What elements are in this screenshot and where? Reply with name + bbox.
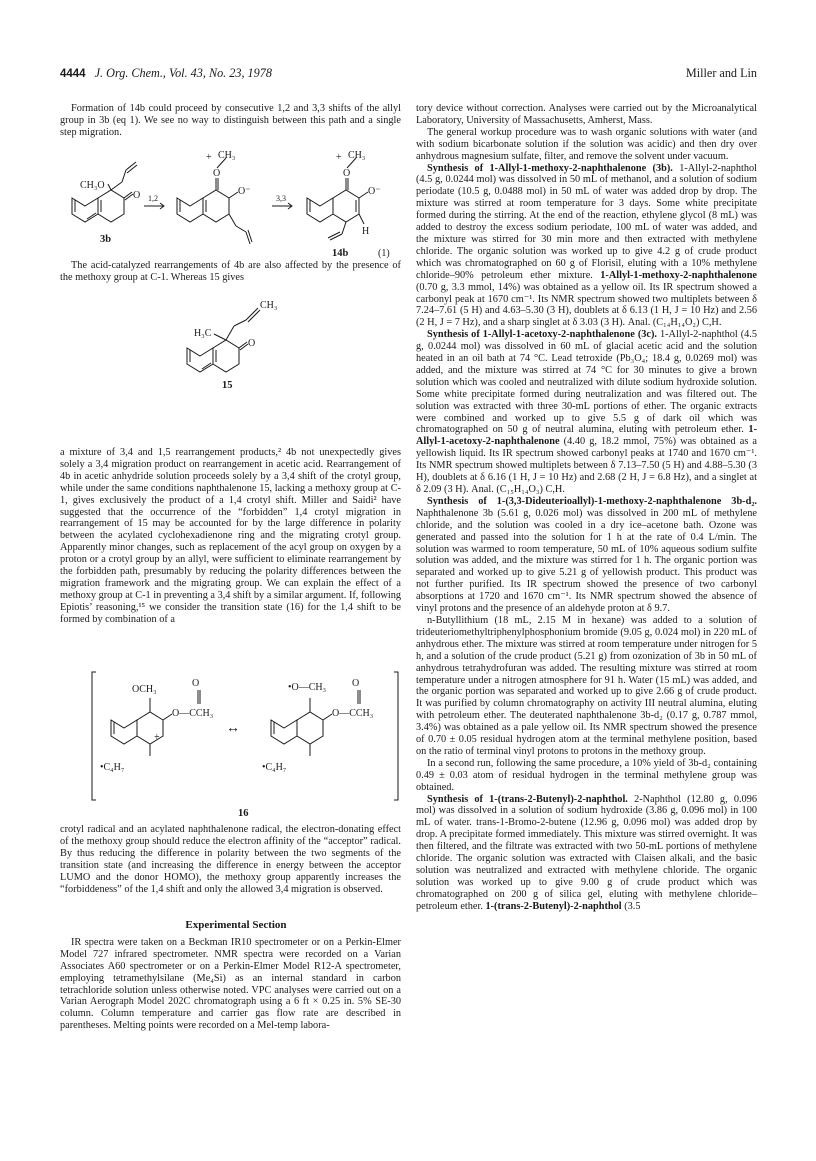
- arrow-1-2-label: 1,2: [148, 194, 158, 203]
- ring-mid-benzo: [177, 198, 203, 222]
- ring-3b-benzo: [72, 198, 98, 222]
- paragraph-formation: Formation of 14b could proceed by consecutive 1,2 and 3,3 shifts of the allyl group in 3b (eq 1). We see no way to distinguish between this path and a single step migration.: [60, 103, 401, 138]
- left-column-acid: [60, 260, 401, 284]
- paragraph-synthesis-3b-d2: Synthesis of 1-(3,3-Dideuterioallyl)-1-methoxy-2-naphthalenone 3b-d₂. Naphthalenone 3b (5.61 g, 0.026 mol) was dissolved in 200 mL of methylene chloride, and the solution was cooled in a dry ice–acetone bath. Ozone was generated and passed into the solution for 1 h at the rate of 0.4 L/min. The solution was warmed to room temperature, 50 mL of 10% aqueous sodium sulfite solution was added, and the mixture was stirred for 1 h. The organic portion was separated and worked up to give 5.21 g of yellowish product. This product was not further purified. Its IR spectrum showed the presence of two carbonyl absorptions at 1720 and 1670 cm⁻¹. Its NMR spectrum showed the absence of vinyl protons and the presence of an aldehyde proton at δ 9.7.: [416, 495, 757, 615]
- label-och3: OCH₃: [132, 684, 157, 695]
- paragraph-synthesis-butenyl: Synthesis of 1-(trans-2-Butenyl)-2-naphthol. 2-Naphthol (12.80 g, 0.096 mol) was dissolved in a solution of sodium hydroxide (3.86 g, 0.096 mol) in 100 mL of water. trans-1-Bromo-2-butene (12.96 g, 0.096 mol) was added drop by drop. A precipitate formed immediately. This mixture was stirred overnight. It was then filtered, and the filtrate was extracted with two 50-mL portions of methylene chloride. The organic solution was extracted with Claisen alkali, and the basic solution was neutralized and extracted with methylene chloride. The organic solution was worked up to give 9.00 g of crude product which was chromatographed on 200 g of silica gel, eluting with methylene chloride–petroleum ether. 1-(trans-2-Butenyl)-2-naphthol (3.5: [416, 793, 757, 912]
- plus-14b: +: [336, 152, 342, 163]
- label-ch3-mid: CH₃: [218, 150, 236, 161]
- heading-synthesis-3b-d2: Synthesis of 1-(3,3-Dideuterioallyl)-1-methoxy-2-naphthalenone 3b-d₂.: [427, 495, 757, 507]
- structure-15: [160, 290, 300, 390]
- label-c4h7-right: •C₄H₇: [262, 762, 287, 773]
- label-3b: 3b: [100, 234, 112, 245]
- label-o-mid: O: [213, 168, 221, 179]
- label-h-14b: H: [362, 226, 370, 237]
- resonance-arrow: ↔: [226, 721, 240, 736]
- paragraph-workup: The general workup procedure was to wash organic solutions with water (and with sodium bicarbonate solution if the solution was acidic) and then dry over anhydrous magnesium sulfate, filter, and remove the solvent under vacuum.: [416, 126, 757, 162]
- label-occh3-right: O—CCH₃: [332, 708, 374, 719]
- right-column: [416, 103, 757, 913]
- label-h3c: H₃C: [194, 328, 212, 339]
- left-column-top: [60, 103, 401, 139]
- label-ch3-14b: CH₃: [348, 150, 366, 161]
- label-c4h7-left: •C₄H₇: [100, 762, 125, 773]
- label-o-ch3-radical: •O—CH₃: [288, 682, 327, 693]
- ring-14b-benzo: [307, 198, 333, 222]
- label-15: 15: [222, 380, 233, 391]
- page-header: [60, 66, 757, 82]
- label-o-3b: O: [133, 190, 141, 201]
- label-ch3o: CH₃O: [80, 180, 105, 191]
- paragraph-synthesis-3c: Synthesis of 1-Allyl-1-acetoxy-2-naphthalenone (3c). 1-Allyl-2-naphthol (4.5 g, 0.0244 mol) was dissolved in 60 mL of glacial acetic acid and the solution heated in an oil bath at 74 °C. Lead tetroxide (Pb₃O₄; 18.4 g, 0.0269 mol) was added, and the mixture was stirred at 74 °C for 30 minutes to give a brown solution which was cooled and neutralized with dilute sodium hydroxide solution. Some white precipitate formed during neutralization and was filtered out. The solution was extracted with three 30-mL portions of ether. The organic extracts were combined and worked up to give 5.5 g of dark oil which was chromatographed on 50 g of neutral alumina, eluting with petroleum ether. 1-Allyl-1-acetoxy-2-naphthalenone (4.40 g, 18.2 mmol, 75%) was obtained as a yellowish liquid. Its IR spectrum showed carbonyl peaks at 1740 and 1670 cm⁻¹. Its NMR spectrum showed multiplets between δ 7.13–7.50 (5 H) and 4.88–5.30 (3 H), doublets at δ 6.16 (1 H, J = 10 Hz) and 2.68 (2 H, J = 6.8 Hz), and a singlet at δ 2.09 (3 H). Anal. (C₁₅H₁₄O₃) C,H.: [416, 329, 757, 495]
- paragraph-second-run: In a second run, following the same procedure, a 10% yield of 3b-d₂ containing 0.49 ± 0.03 atom of residual hydrogen in the terminal methylene group was obtained.: [416, 757, 757, 793]
- ring-16b-benzo: [271, 720, 297, 744]
- eq-number: (1): [378, 248, 390, 259]
- paragraph-crotyl-radical: crotyl radical and an acylated naphthalenone radical, the electron-donating effect of the methoxy group should reduce the electron affinity of the “acceptor” radical. By thus reducing the difference in polarity between the two segments of the transition state (and increasing the difference in energy between the acceptor LUMO and the donor HOMO), the methoxy group apparently increases the “forbiddeness” of the 1,4 shift and only the allowed 3,4 migration is observed.: [60, 824, 401, 895]
- label-occh3-left: O—CCH₃: [172, 708, 214, 719]
- label-16: 16: [238, 808, 249, 819]
- label-ominus-14b: O⁻: [368, 186, 381, 197]
- journal-citation: J. Org. Chem., Vol. 43, No. 23, 1978: [94, 66, 272, 80]
- left-column-crotyl: [60, 824, 401, 895]
- scheme-equation-1: [60, 146, 401, 259]
- label-o-top-right: O: [352, 678, 360, 689]
- left-column-mixture: [60, 447, 401, 626]
- ring-15-benzo: [187, 348, 213, 372]
- ring-16a-benzo: [111, 720, 137, 744]
- heading-synthesis-3c: Synthesis of 1-Allyl-1-acetoxy-2-naphthalenone (3c).: [427, 329, 657, 341]
- heading-synthesis-butenyl: Synthesis of 1-(trans-2-Butenyl)-2-naphthol.: [427, 793, 628, 805]
- paragraph-synthesis-3b: Synthesis of 1-Allyl-1-methoxy-2-naphthalenone (3b). 1-Allyl-2-naphthol (4.5 g, 0.0244 mol) was dissolved in 50 mL of methanol, and a solution of sodium periodate (10.5 g, 0.0488 mol) in 50 mL of water was added drop by drop. The mixture was stirred at room temperature for 3 days. Some white precipitate formed during the stirring. At the end of the reaction, ethylene glycol (8 mL) was added to destroy the excess sodium periodate, 100 mL of water was added, and the mixture was stirred for 30 min more and then extracted with methylene chloride. The organic solution was worked up to give 4.2 g of crude product which was chromatographed on 60 g of Florisil, eluting with a 10% methylene chloride–90% petroleum ether mixture. 1-Allyl-1-methoxy-2-naphthalenone (0.70 g, 3.3 mmol, 14%) was obtained as a yellow oil. Its IR spectrum showed a carbonyl peak at 1670 cm⁻¹. Its NMR spectrum showed two multiplets between δ 7.24–7.61 (5 H) and 4.63–5.30 (3 H), doublets at δ 6.13 (1 H, J = 10 Hz) and 2.56 (2 H, J = 7 Hz), and a sharp singlet at δ 3.03 (3 H). Anal. (C₁₄H₁₄O₂) C,H.: [416, 162, 757, 329]
- label-ominus-mid: O⁻: [238, 186, 251, 197]
- running-authors: Miller and Lin: [685, 66, 757, 80]
- paragraph-mixture: a mixture of 3,4 and 1,5 rearrangement products,² 4b not unexpectedly gives solely a 3,4 migration product on rearrangement in acetic acid. Rearrangement of 4b in acetic anhydride solution proceeds solely by a 3,4 shift of the crotyl group, while under the same conditions naphthalenone 15, lacking a methoxy group at C-1, gives exclusively the product of a 1,4 crotyl shift. Miller and Saidi² have suggested that the occurrence of the “forbidden” 1,4 crotyl migration in rearrangement of 15 may be accounted for by the large difference in polarity between the acylated cyclohexadienone ring and the migrating crotyl group. Apparently minor changes, such as replacement of the acyl group on oxygen by a proton or a crotyl group by an allyl, were sufficient to eliminate rearrangement by the forbidden path, presumably by reducing the polarity differences between the migration framework and the migrating group. We can explain the effect of a methoxy group at C-1 in preventing a 3,4 shift by a similar argument. If, following Epiotis’ reasoning,¹⁵ we consider the transition state (16) for the 1,4 shift to be formed by combination of a: [60, 447, 401, 625]
- label-14b: 14b: [332, 248, 349, 259]
- paragraph-instruments: IR spectra were taken on a Beckman IR10 spectrometer or on a Perkin-Elmer Model 727 infrared spectrometer. NMR spectra were recorded on a Varian Associates A60 spectrometer or on a Perkin-Elmer Model R12-A spectrometer, employing tetramethylsilane (Me₄Si) as an internal standard in carbon tetrachloride solution unless otherwise noted. VPC analyses were carried out on a Varian Aerograph Model 202C chromatograph using a 6 ft × 0.25 in. 5% SE-30 column. Column temperature and carrier gas flow rate are described in parentheses. Melting points were recorded on a Mel-temp labora-: [60, 936, 401, 1032]
- arrow-3-3-label: 3,3: [276, 194, 286, 203]
- label-o-top-left: O: [192, 678, 200, 689]
- label-plus-16: +: [154, 732, 160, 743]
- label-o-15: O: [248, 338, 256, 349]
- ring-3b-enone: [98, 190, 124, 222]
- paragraph-acid-catalyzed: The acid-catalyzed rearrangements of 4b are also affected by the presence of the methoxy group at C-1. Whereas 15 gives: [60, 260, 401, 283]
- experimental-section: [60, 920, 401, 1032]
- label-o-14b: O: [343, 168, 351, 179]
- paragraph-butyllithium: n-Butyllithium (18 mL, 2.15 M in hexane) was added to a solution of trideuteriomethyltriphenylphosphonium bromide (9.05 g, 0.024 mol) in 220 mL of anhydrous ether. The mixture was stirred at room temperature under nitrogen for 5 h, and a solution of the crude product (5.21 g) from ozonization of 3b in 50 mL of anhydrous tetrahydrofuran was added. The resulting mixture was stirred at room temperature under a nitrogen atmosphere for 91 h. Water (15 mL) was added, and the organic portion was separated and worked up to give 2.66 g of crude product. It was purified by column chromatography on activity III neutral alumina, eluting with petroleum ether. The deuterated naphthalenone 3b-d₂ (0.17 g, 0.787 mmol, 3.4%) was obtained as a pale yellow oil. Its NMR spectrum showed the presence of 0.70 ± 0.05 residual hydrogen atom at the terminal methylene position, based on the ratio of terminal vinyl protons to protons in the methoxy group.: [416, 614, 757, 757]
- plus-mid: +: [206, 152, 212, 163]
- structure-16: [90, 668, 410, 819]
- label-ch3-15: CH₃: [260, 300, 278, 311]
- heading-synthesis-3b: Synthesis of 1-Allyl-1-methoxy-2-naphthalenone (3b).: [427, 162, 673, 174]
- page-number: 4444: [60, 68, 86, 80]
- paragraph-analyses: tory device without correction. Analyses were carried out by the Microanalytical Laboratory, University of Massachusetts, Amherst, Mass.: [416, 103, 757, 126]
- experimental-heading: Experimental Section: [185, 919, 287, 931]
